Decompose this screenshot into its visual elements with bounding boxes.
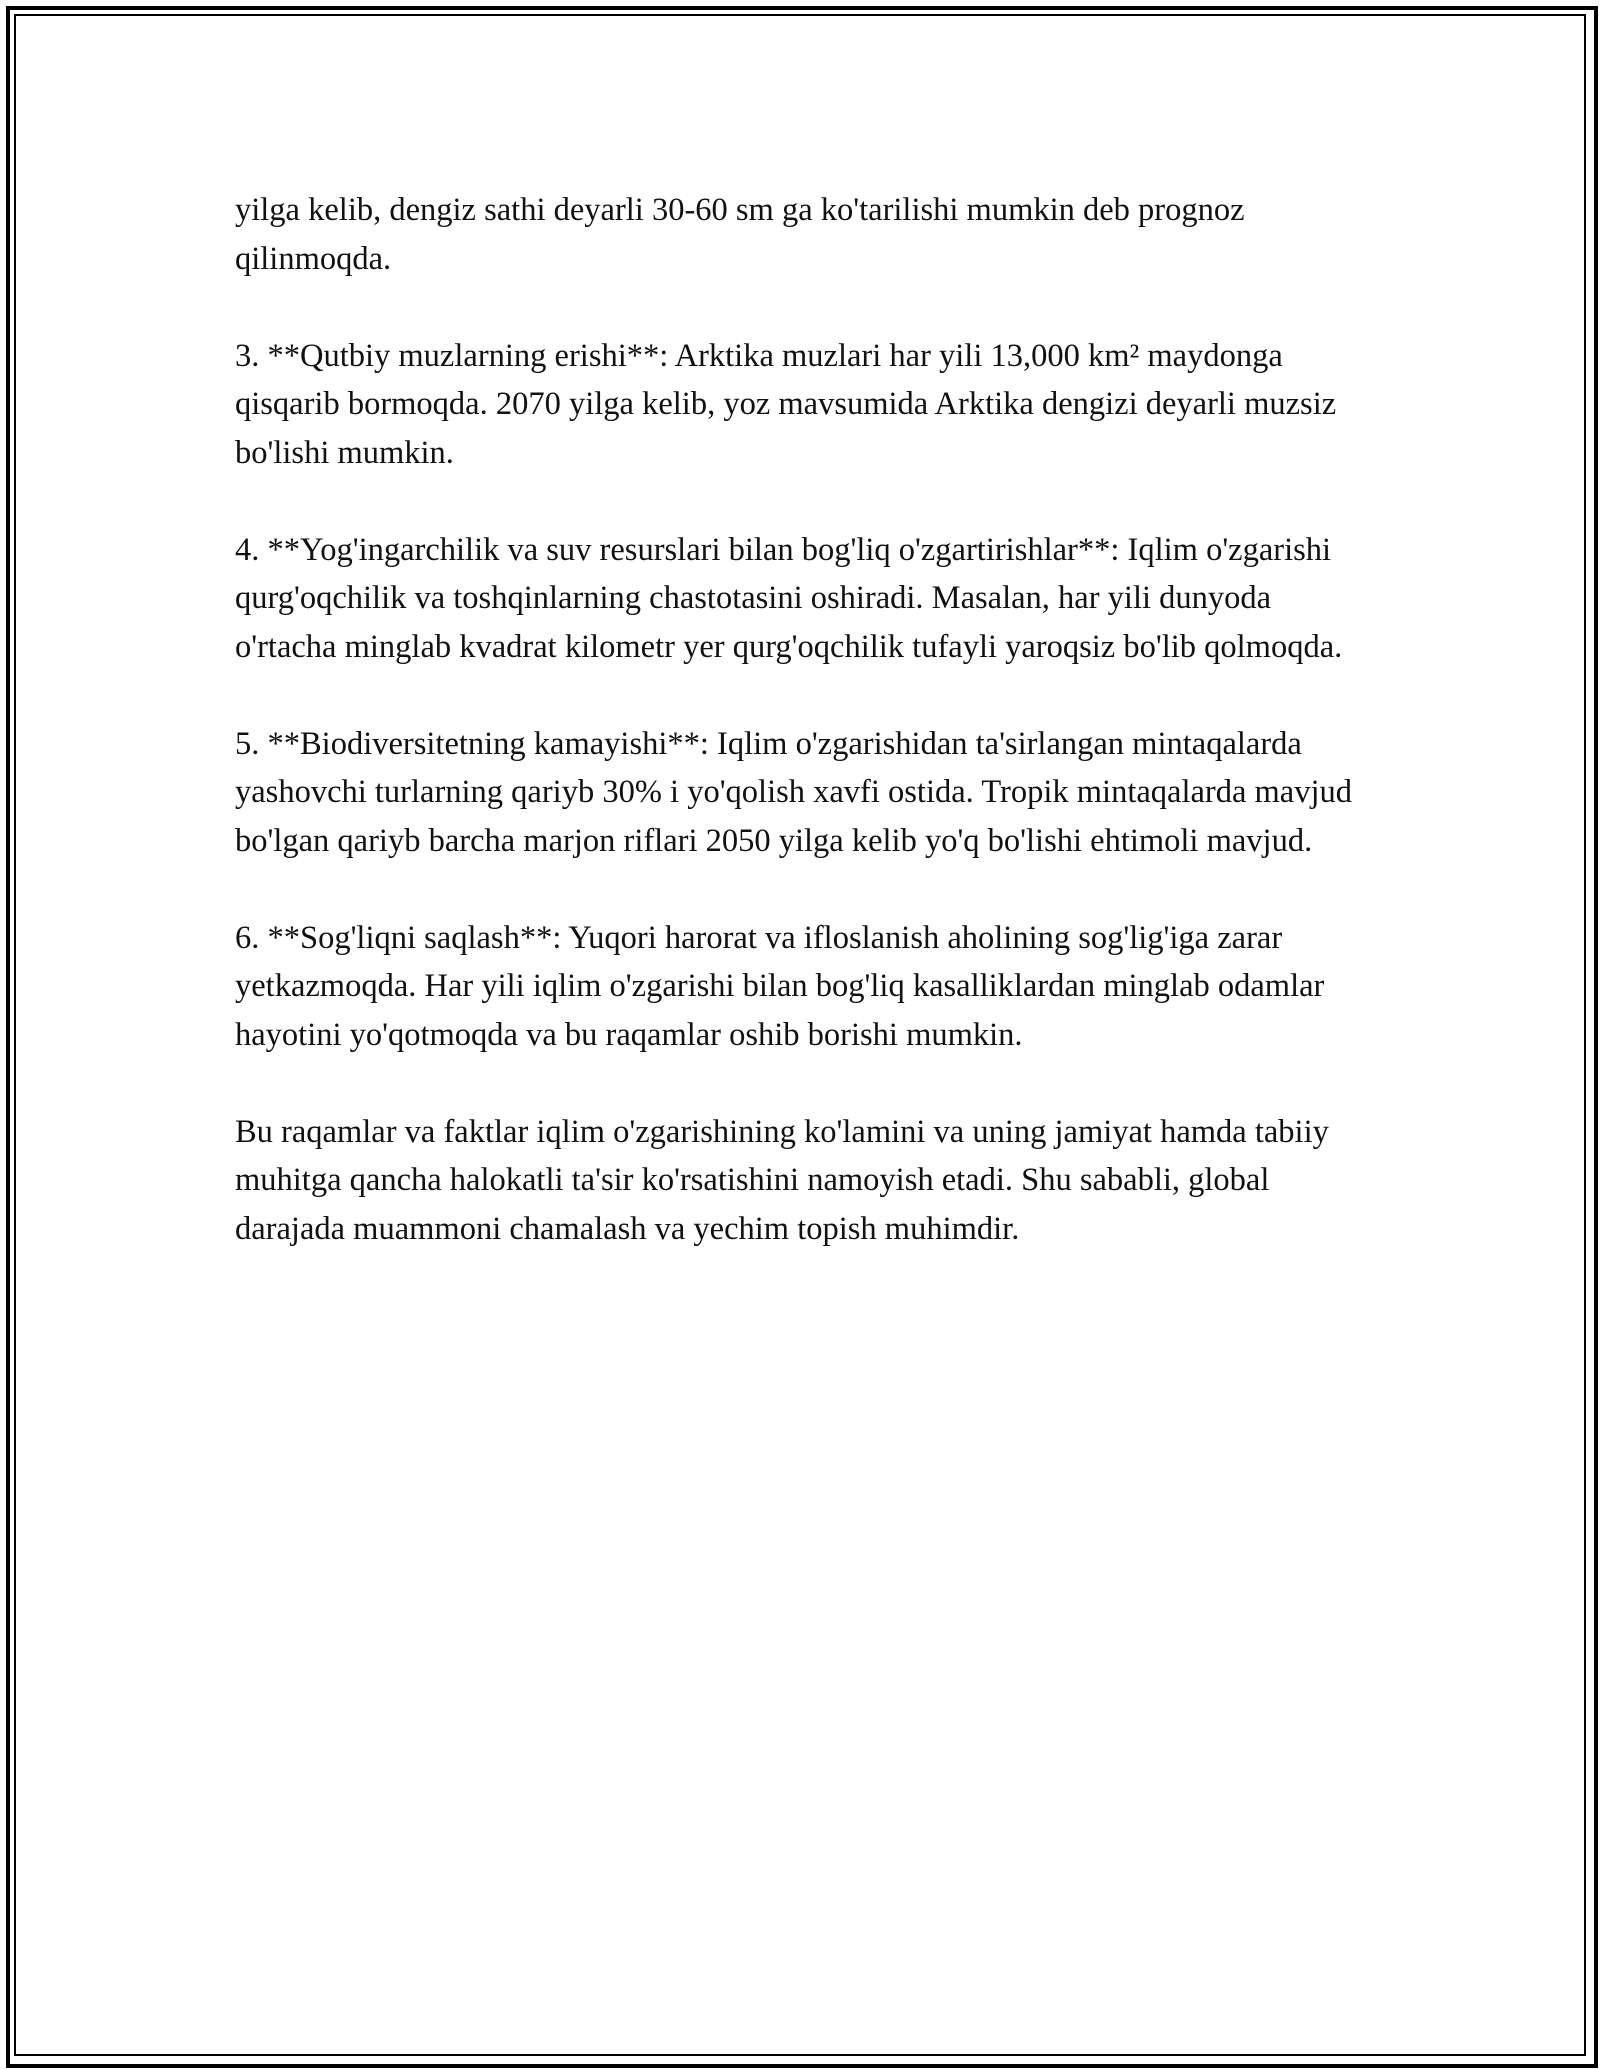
document-body	[235, 186, 1375, 1302]
paragraph-sea-level-continuation: yilga kelib, dengiz sathi deyarli 30-60 sm ga ko'tarilishi mumkin deb prognoz qilinmoqda.	[235, 192, 1245, 277]
paragraph-precipitation-water-resources: 4. **Yog'ingarchilik va suv resurslari bilan bog'liq o'zgartirishlar**: Iqlim o'zgarishi qurg'oqchilik va toshqinlarning chastotasini oshiradi. Masalan, har yili dunyoda o'rtacha minglab kvadrat kilometr yer qurg'oqchilik tufayli yaroqsiz bo'lib qolmoqda.	[235, 531, 1343, 665]
paragraph-conclusion: Bu raqamlar va faktlar iqlim o'zgarishining ko'lamini va uning jamiyat hamda tabiiy muhitga qancha halokatli ta'sir ko'rsatishini namoyish etadi. Shu sababli, global darajada muammoni chamalash va yechim topish muhimdir.	[235, 1113, 1329, 1247]
paragraph-health-care: 6. **Sog'liqni saqlash**: Yuqori harorat va ifloslanish aholining sog'lig'iga zarar yetkazmoqda. Har yili iqlim o'zgarishi bilan bog'liq kasalliklardan minglab odamlar hayotini yo'qotmoqda va bu raqamlar oshib borishi mumkin.	[235, 919, 1325, 1053]
paragraph-biodiversity-decline: 5. **Biodiversitetning kamayishi**: Iqlim o'zgarishidan ta'sirlangan mintaqalarda yashovchi turlarning qariyb 30% i yo'qolish xavfi ostida. Tropik mintaqalarda mavjud bo'lgan qariyb barcha marjon riflari 2050 yilga kelib yo'q bo'lishi ehtimoli mavjud.	[235, 725, 1353, 859]
paragraph-polar-ice-melting: 3. **Qutbiy muzlarning erishi**: Arktika muzlari har yili 13,000 km² maydonga qisqarib bormoqda. 2070 yilga kelib, yoz mavsumida Arktika dengizi deyarli muzsiz bo'lishi mumkin.	[235, 337, 1337, 471]
